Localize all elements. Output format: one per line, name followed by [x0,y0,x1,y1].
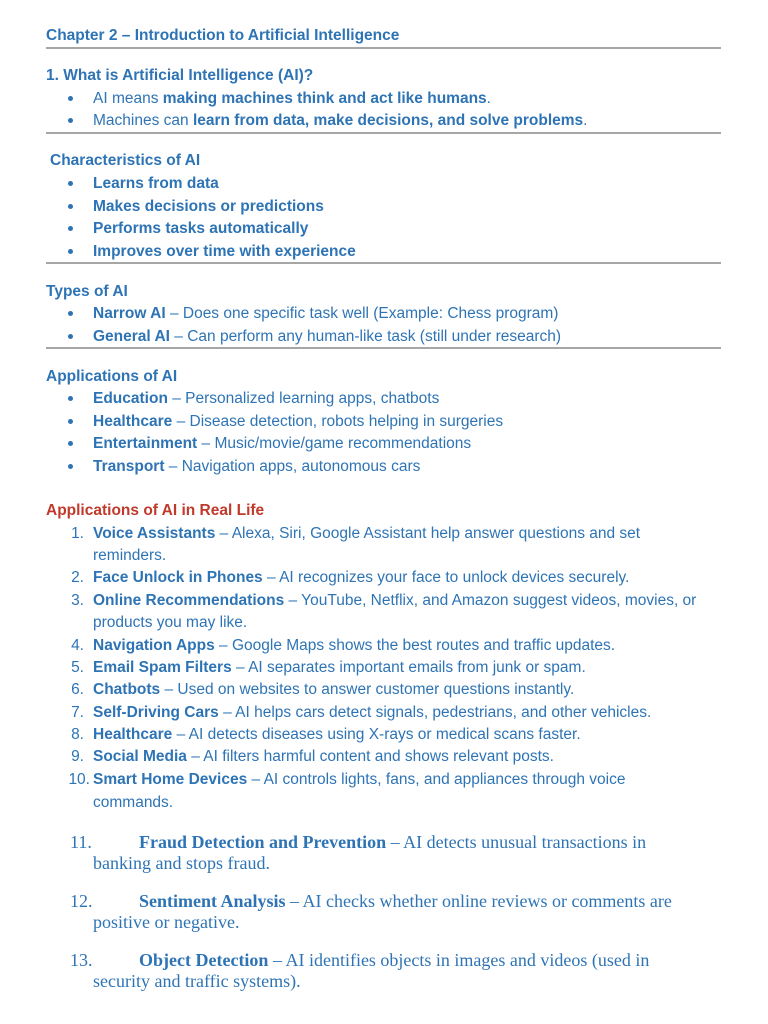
divider [46,262,721,264]
list-item: Face Unlock in Phones – AI recognizes your face to unlock devices securely. [93,569,630,586]
list-number: 6. [71,681,84,698]
list-item: AI means making machines think and act like humans. [93,90,491,107]
list-item: Performs tasks automatically [93,220,309,237]
list-item: Healthcare – Disease detection, robots helping in surgeries [93,413,504,430]
section-heading-characteristics: Characteristics of AI [50,152,201,169]
list-item: Self-Driving Cars – AI helps cars detect signals, pedestrians, and other vehicles. [93,704,652,721]
list-item: Improves over time with experience [93,243,356,260]
section-heading-real-life: Applications of AI in Real Life [46,502,265,519]
bullet-icon [68,181,73,186]
list-item-continuation: security and traffic systems). [93,971,301,991]
divider [46,347,721,349]
list-number: 2. [71,569,84,586]
section-heading-what-is-ai: 1. What is Artificial Intelligence (AI)? [46,67,314,84]
list-item-continuation: commands. [93,794,174,811]
section-heading-applications: Applications of AI [46,368,178,385]
list-item: Healthcare – AI detects diseases using X-rays or medical scans faster. [93,726,581,743]
divider [46,47,721,49]
list-item: Online Recommendations – YouTube, Netflix, and Amazon suggest videos, movies, or [93,592,697,609]
bullet-icon [68,249,73,254]
bullet-icon [68,441,73,446]
list-item: Sentiment Analysis – AI checks whether online reviews or comments are [139,891,672,911]
list-item: Makes decisions or predictions [93,198,324,215]
list-item-continuation: banking and stops fraud. [93,853,270,873]
chapter-title: Chapter 2 – Introduction to Artificial Intelligence [46,27,400,44]
bullet-icon [68,96,73,101]
divider [46,132,721,134]
list-item-continuation: positive or negative. [93,912,240,932]
list-number: 1. [71,525,84,542]
list-item: Chatbots – Used on websites to answer customer questions instantly. [93,681,575,698]
list-item: Machines can learn from data, make decisions, and solve problems. [93,112,588,129]
bullet-icon [68,419,73,424]
bullet-icon [68,204,73,209]
bullet-icon [68,396,73,401]
list-number: 10. [68,771,90,788]
list-item: Navigation Apps – Google Maps shows the best routes and traffic updates. [93,637,616,654]
list-number: 13. [70,950,93,970]
list-item: Object Detection – AI identifies objects in images and videos (used in [139,950,650,970]
list-item: Voice Assistants – Alexa, Siri, Google Assistant help answer questions and set [93,525,641,542]
list-item: Entertainment – Music/movie/game recommendations [93,435,472,452]
list-item: Learns from data [93,175,219,192]
list-number: 3. [71,592,84,609]
list-item-continuation: reminders. [93,547,167,564]
list-number: 5. [71,659,84,676]
list-item: General AI – Can perform any human-like task (still under research) [93,328,562,345]
list-number: 11. [70,832,92,852]
bullet-icon [68,311,73,316]
section-heading-types: Types of AI [46,283,128,300]
bullet-icon [68,334,73,339]
list-number: 12. [70,891,93,911]
list-item: Email Spam Filters – AI separates important emails from junk or spam. [93,659,586,676]
list-item: Transport – Navigation apps, autonomous cars [93,458,421,475]
list-item-continuation: products you may like. [93,614,248,631]
list-item: Education – Personalized learning apps, chatbots [93,390,440,407]
list-number: 7. [71,704,84,721]
list-number: 8. [71,726,84,743]
list-item: Narrow AI – Does one specific task well (Example: Chess program) [93,305,559,322]
bullet-icon [68,118,73,123]
bullet-icon [68,226,73,231]
list-number: 9. [71,748,84,765]
list-item: Social Media – AI filters harmful content and shows relevant posts. [93,748,554,765]
list-number: 4. [71,637,84,654]
bullet-icon [68,464,73,469]
list-item: Smart Home Devices – AI controls lights, fans, and appliances through voice [93,771,626,788]
list-item: Fraud Detection and Prevention – AI detects unusual transactions in [139,832,647,852]
